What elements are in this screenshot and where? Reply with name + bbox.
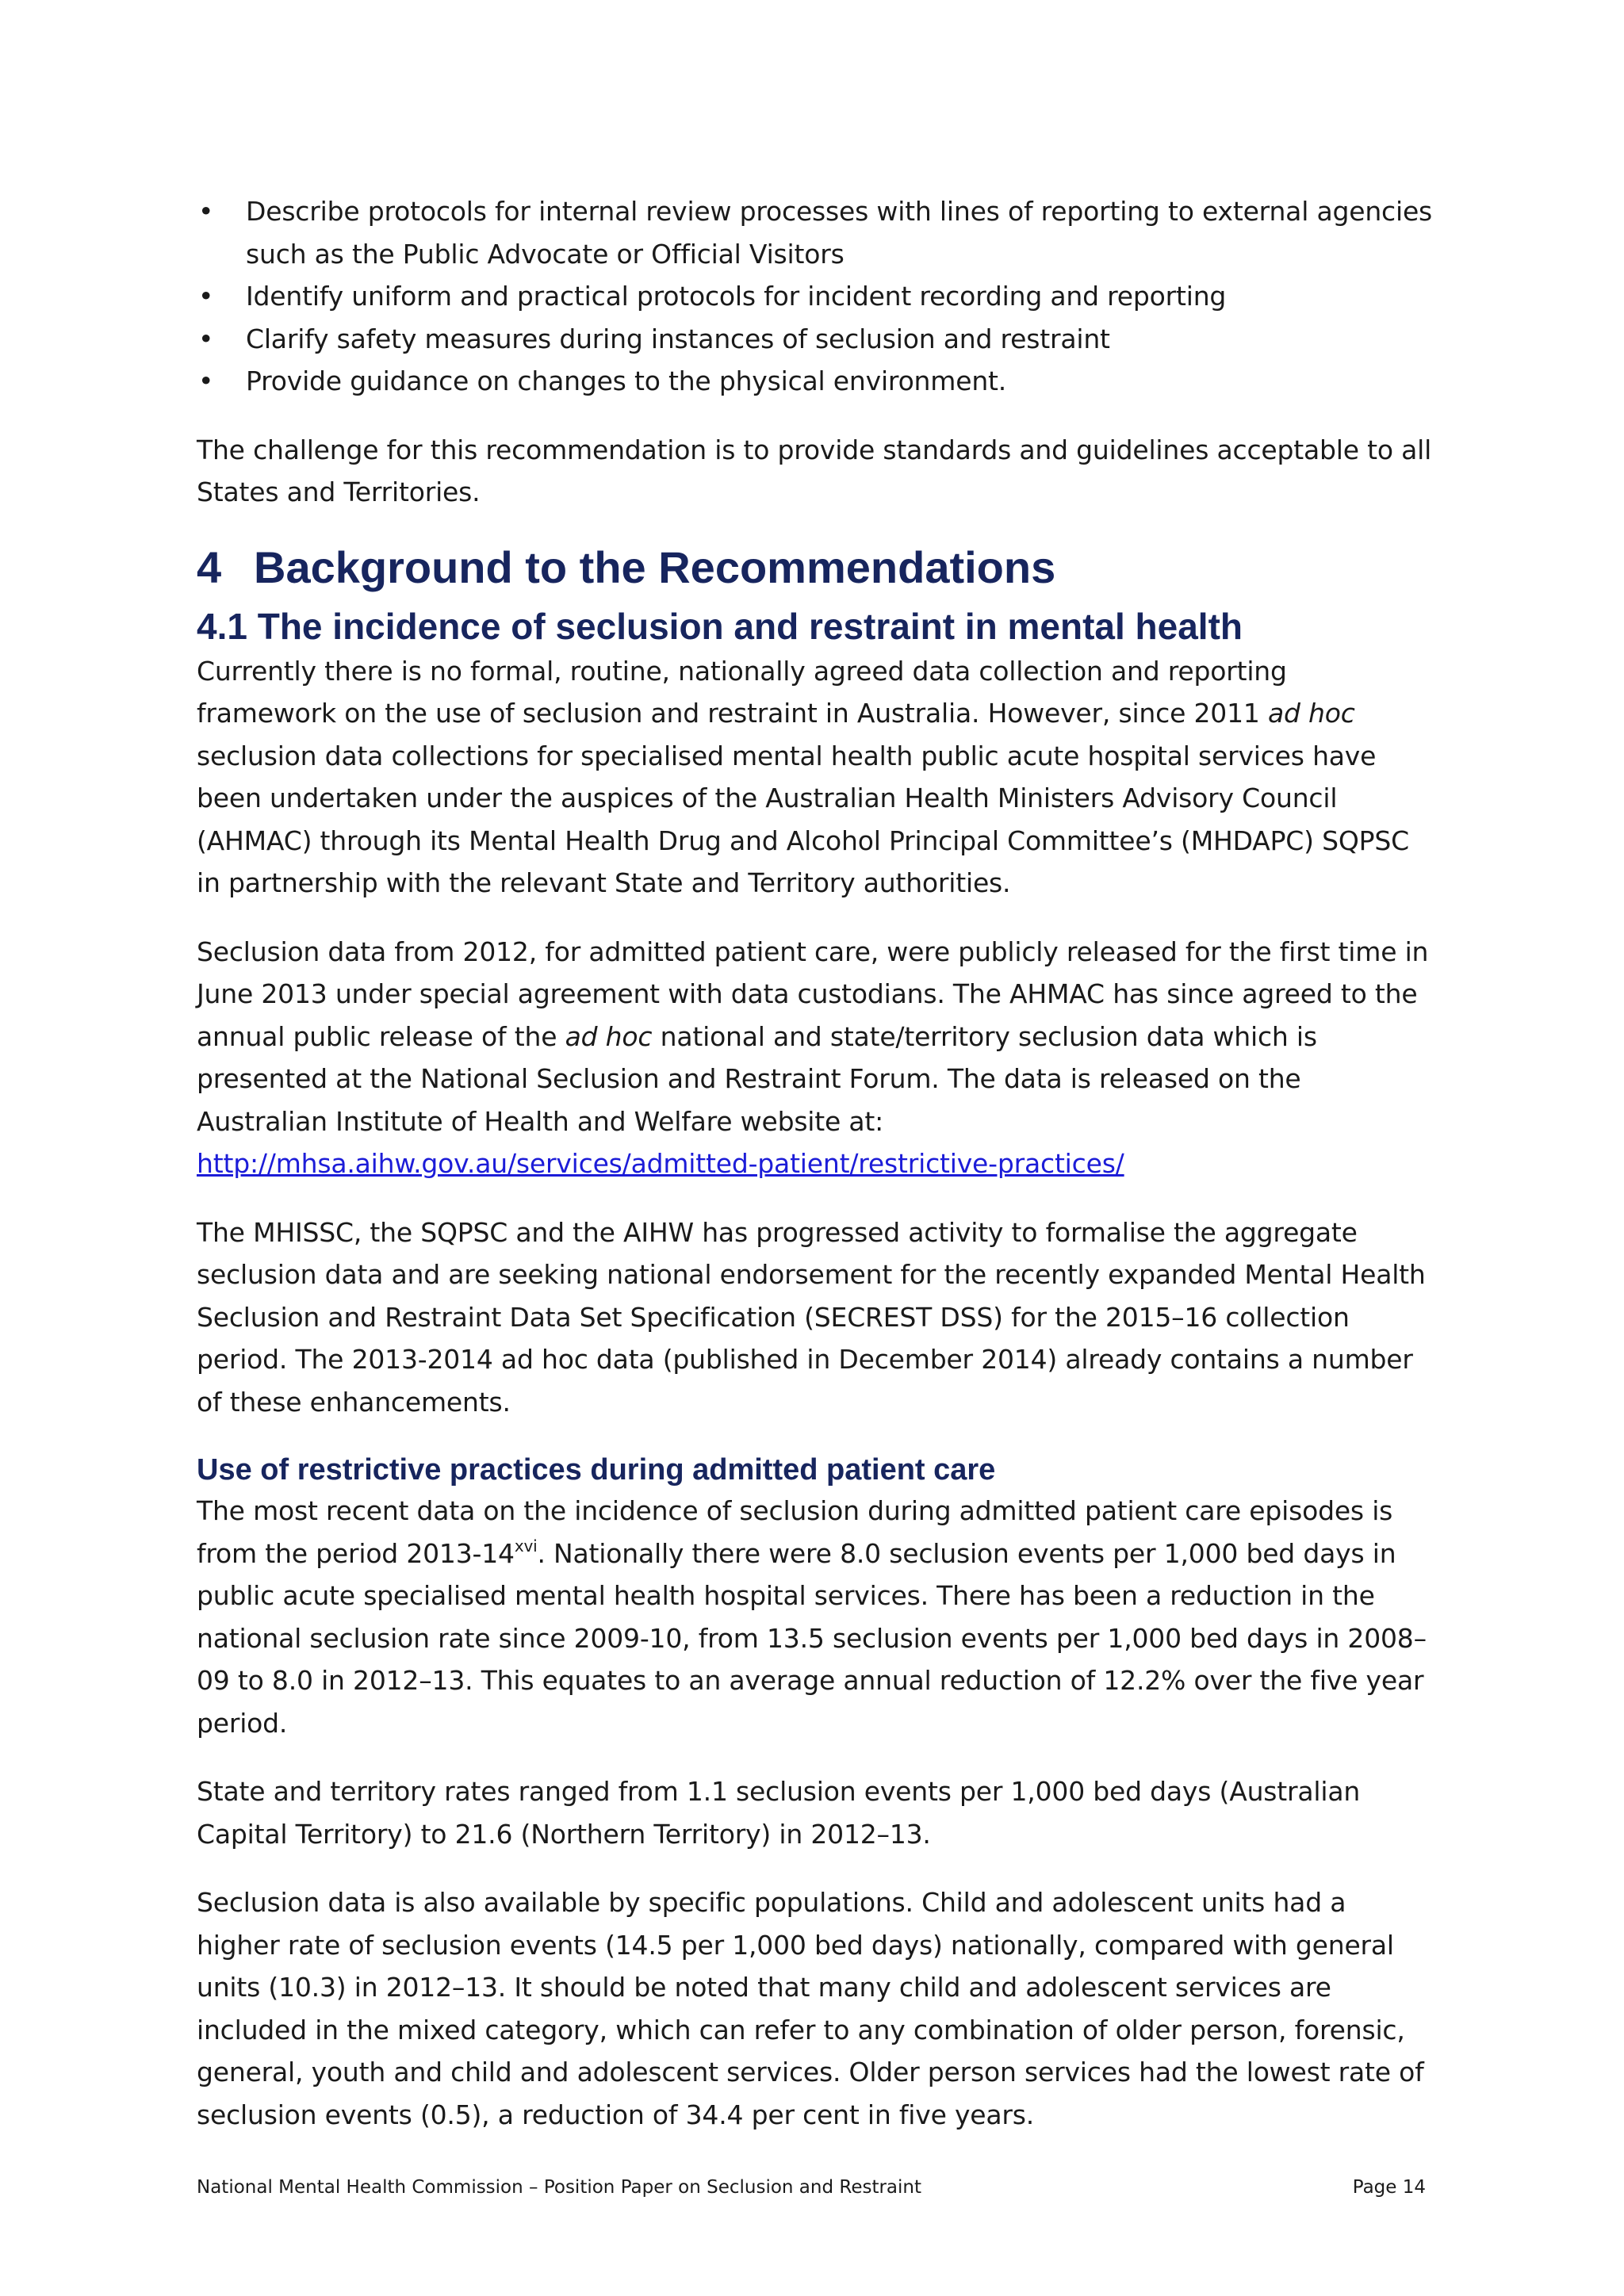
bullet-marker: • xyxy=(198,365,214,396)
paragraph-data-framework: Currently there is no formal, routine, nationally agreed data collection and reporting framework on the use of seclusion and restraint in Australia. However, since 2011 ad hoc seclusion data collections for specialised mental health public acute hospital services have been undertaken under the auspices of the Australian Health Ministers Advisory Council (AHMAC) through its Mental Health Drug and Alcohol Principal Committee’s (MHDAPC) SQPSC in partnership with the relevant State and Territory authorities. xyxy=(197,655,1409,898)
paragraph-secrest-dss: The MHISSC, the SQPSC and the AIHW has progressed activity to formalise the aggregate seclusion data and are seeking national endorsement for the recently expanded Mental Health Seclusion and Restraint Data Set Specification (SECREST DSS) for the 2015–16 collection period. The 2013-2014 ad hoc data (published in December 2014) already contains a number of these enhancements. xyxy=(197,1216,1426,1418)
section-number: 4 xyxy=(197,541,222,592)
page-number: Page 14 xyxy=(1352,2177,1426,2198)
bullet-marker: • xyxy=(198,281,214,312)
list-item: • Provide guidance on changes to the physical environment. xyxy=(197,360,1434,403)
section-heading xyxy=(197,542,1434,593)
section-title: Background to the Recommendations xyxy=(254,541,1056,592)
paragraph-state-rates: State and territory rates ranged from 1.1 seclusion events per 1,000 bed days (Australian Capital Territory) to 21.6 (Northern Territory) in 2012–13. xyxy=(197,1776,1361,1850)
list-item: • Describe protocols for internal review processes with lines of reporting to external agencies such as the Public Advocate or Official Visitors xyxy=(197,190,1434,275)
paragraph-populations: Seclusion data is also available by specific populations. Child and adolescent units had a higher rate of seclusion events (14.5 per 1,000 bed days) nationally, compared with general units (10.3) in 2012–13. It should be noted that many child and adolescent services are included in the mixed category, which can refer to any combination of older person, forensic, general, youth and child and adolescent services. Older person services had the lowest rate of seclusion events (0.5), a reduction of 34.4 per cent in five years. xyxy=(197,1887,1424,2130)
paragraph-data-release: Seclusion data from 2012, for admitted patient care, were publicly released for the first time in June 2013 under special agreement with data custodians. The AHMAC has since agreed to the annual public release of the ad hoc national and state/territory seclusion data which is presented at the National Seclusion and Restraint Forum. The data is released on the Australian Institute of Health and Welfare website at: http://mhsa.aihw.gov.au/services/admitted-patient/restrictive-practices/ xyxy=(197,936,1429,1179)
bullet-marker: • xyxy=(198,323,214,354)
list-item: • Identify uniform and practical protocols for incident recording and reporting xyxy=(197,275,1434,318)
challenge-paragraph: The challenge for this recommendation is to provide standards and guidelines acceptable to all States and Territories. xyxy=(197,434,1432,507)
subsection-heading: 4.1 The incidence of seclusion and restraint in mental health xyxy=(197,605,1243,647)
aihw-link[interactable]: http://mhsa.aihw.gov.au/services/admitted-patient/restrictive-practices/ xyxy=(197,1148,1124,1179)
restrictive-practices-heading: Use of restrictive practices during admitted patient care xyxy=(197,1453,996,1487)
paragraph-national-rates: The most recent data on the incidence of seclusion during admitted patient care episodes is from the period 2013-14$^{xvi}$. Nationally there were 8.0 seclusion events per 1,000 bed days in public acute specialised mental health hospital services. There has been a reduction in the national seclusion rate since 2009-10, from 13.5 seclusion events per 1,000 bed days in 2008–09 to 8.0 in 2012–13. This equates to an average annual reduction of 12.2% over the five year period. xyxy=(197,1495,1427,1739)
document-page xyxy=(197,190,1434,2136)
page-footer xyxy=(197,2175,1426,2199)
bullet-marker: • xyxy=(198,196,214,227)
footnote-ref: xvi xyxy=(514,1536,538,1556)
bullet-list xyxy=(197,190,1434,403)
footer-title: National Mental Health Commission – Position Paper on Seclusion and Restraint xyxy=(197,2177,922,2198)
list-item: • Clarify safety measures during instances of seclusion and restraint xyxy=(197,318,1434,361)
